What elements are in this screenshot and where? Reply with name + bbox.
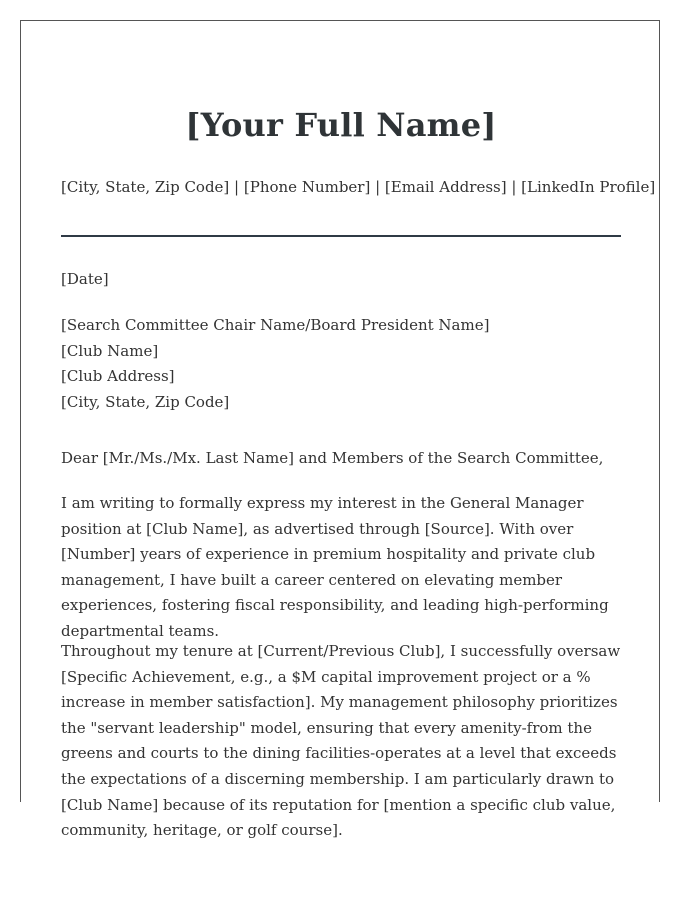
letter-page <box>20 20 660 840</box>
letter-date: [Date] <box>61 270 109 288</box>
body-paragraph <box>61 491 621 645</box>
salutation: Dear [Mr./Ms./Mx. Last Name] and Members of the Search Committee, <box>61 449 604 467</box>
recipient-block <box>61 313 621 415</box>
recipient-line: [Club Name] <box>61 341 159 360</box>
body-paragraph <box>61 639 621 844</box>
applicant-name: [Your Full Name] <box>185 106 497 144</box>
paragraph-text: I am writing to formally express my interest in the General Manager position at [Club Name], as advertised through [Source]. With over [Number] years of experience in premium hospitality and private club management, I have built a career centered on elevating member experiences, fostering fiscal responsibility, and leading high-performing departmental teams. <box>61 494 609 640</box>
recipient-line: [Club Address] <box>61 367 175 386</box>
recipient-line: [Search Committee Chair Name/Board President Name] <box>61 316 490 334</box>
header-divider <box>61 235 621 237</box>
recipient-line: [City, State, Zip Code] <box>61 392 230 411</box>
contact-line: [City, State, Zip Code] | [Phone Number] | [Email Address] | [LinkedIn Profile] <box>61 178 656 196</box>
paragraph-text: Throughout my tenure at [Current/Previous Club], I successfully oversaw [Specific Achievement, e.g., a $M capital improvement project or a % increase in member satisfaction]. My management philosophy prioritizes the "servant leadership" model, ensuring that every amenity-from the greens and courts to the dining facilities-operates at a level that exceeds the expectations of a discerning membership. I am particularly drawn to [Club Name] because of its reputation for [mention a specific club value, community, heritage, or golf course]. <box>61 642 621 840</box>
